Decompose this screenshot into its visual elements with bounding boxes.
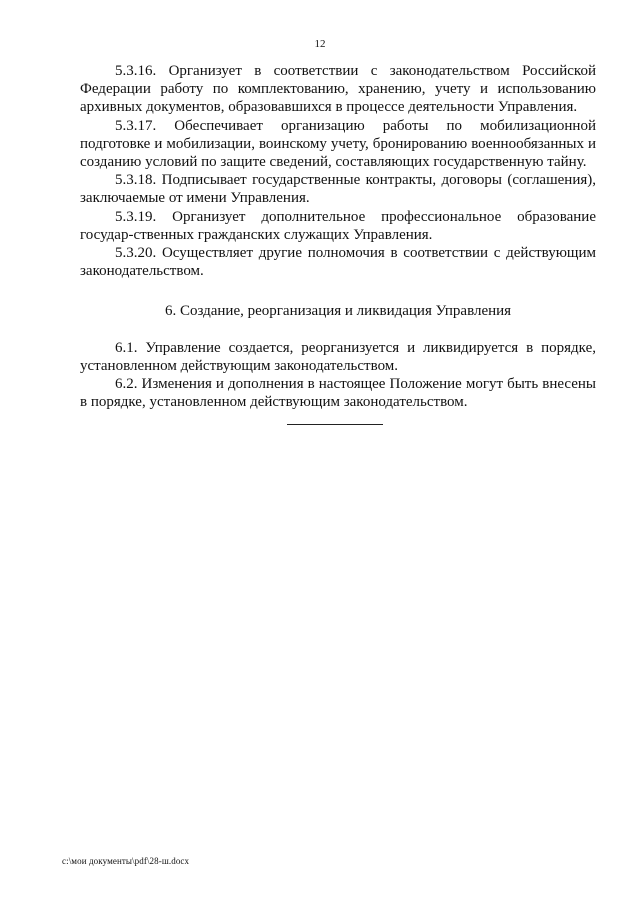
section-6-heading: 6. Создание, реорганизация и ликвидация Управления <box>164 303 512 320</box>
document-body <box>80 62 596 411</box>
paragraph-6-2: 6.2. Изменения и дополнения в настоящее Положение могут быть внесены в порядке, установленном действующим законодательством. <box>80 376 596 411</box>
paragraph-5-3-19: 5.3.19. Организует дополнительное профессиональное образование государ-ственных гражданских служащих Управления. <box>80 208 596 243</box>
paragraph-5-3-18: 5.3.18. Подписывает государственные контракты, договоры (соглашения), заключаемые от имени Управления. <box>80 172 596 207</box>
page-number: 12 <box>314 38 326 50</box>
paragraph-5-3-16: 5.3.16. Организует в соответствии с законодательством Российской Федерации работу по комплектованию, хранению, учету и использованию архивных документов, образовавшихся в процессе деятельности Управления. <box>80 63 596 116</box>
paragraph-5-3-17: 5.3.17. Обеспечивает организацию работы по мобилизационной подготовке и мобилизации, воинскому учету, бронированию военнообязанных и созданию условий по защите сведений, составляющих государственную тайну. <box>80 117 596 171</box>
paragraph-6-1: 6.1. Управление создается, реорганизуется и ликвидируется в порядке, установленном действующим законодательством. <box>80 339 596 374</box>
footer-file-path: c:\мои документы\pdf\28-ш.docx <box>62 856 190 866</box>
paragraph-5-3-20: 5.3.20. Осуществляет другие полномочия в соответствии с действующим законодательством. <box>80 245 596 280</box>
end-divider-line <box>287 424 383 425</box>
